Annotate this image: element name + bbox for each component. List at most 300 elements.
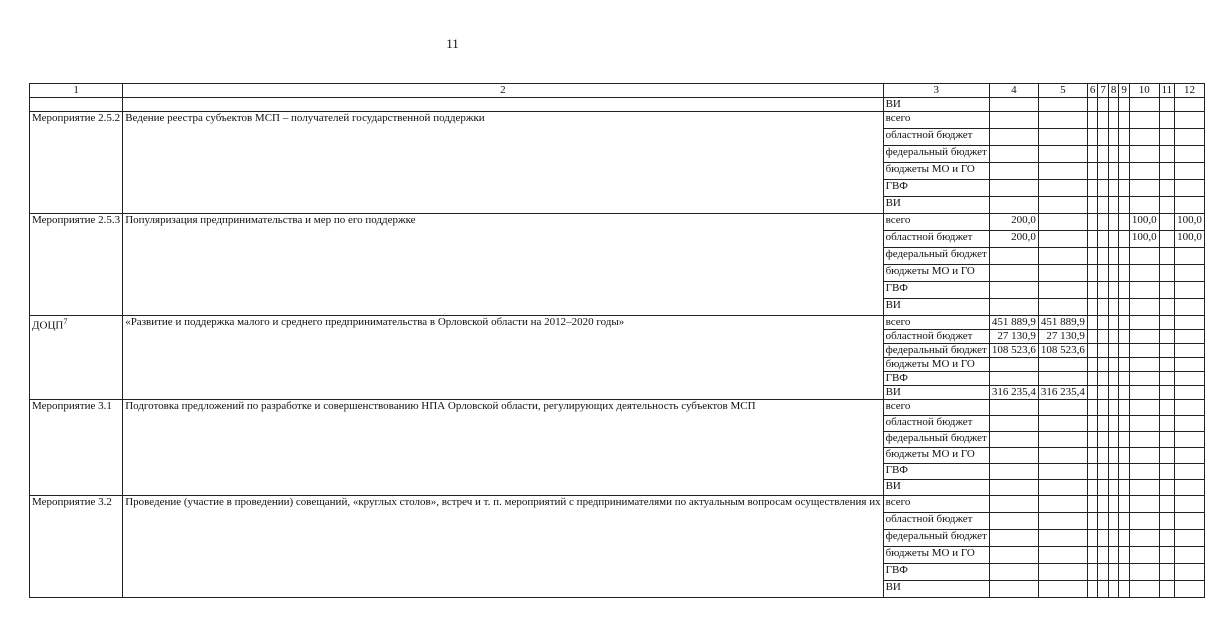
value-cell	[1175, 448, 1205, 464]
value-cell	[1159, 358, 1175, 372]
table-row	[30, 112, 1205, 129]
value-cell	[1087, 197, 1098, 214]
value-cell	[1038, 214, 1087, 231]
funding-source: бюджеты МО и ГО	[883, 265, 989, 282]
value-cell	[1119, 400, 1130, 416]
funding-source: ГВФ	[883, 564, 989, 581]
value-cell	[1175, 496, 1205, 513]
value-cell	[1087, 344, 1098, 358]
value-cell	[1129, 464, 1159, 480]
value-cell	[1175, 581, 1205, 598]
funding-source: всего	[883, 400, 989, 416]
continuation-row	[30, 98, 1205, 112]
value-cell	[1098, 564, 1109, 581]
funding-source: ВИ	[883, 197, 989, 214]
funding-source: бюджеты МО и ГО	[883, 547, 989, 564]
value-cell	[1108, 231, 1119, 248]
value-cell	[1087, 282, 1098, 299]
value-cell: 316 235,4	[1038, 386, 1087, 400]
value-cell	[1087, 231, 1098, 248]
value-cell	[1129, 330, 1159, 344]
value-cell	[1175, 530, 1205, 547]
value-cell	[1175, 163, 1205, 180]
value-cell	[1159, 129, 1175, 146]
measure-code	[30, 112, 123, 214]
measure-name: «Развитие и поддержка малого и среднего предпринимательства в Орловской области на 2012–2020 годы»	[123, 316, 883, 400]
value-cell	[989, 129, 1038, 146]
value-cell: 200,0	[989, 214, 1038, 231]
value-cell	[1108, 98, 1119, 112]
value-cell	[1175, 316, 1205, 330]
value-cell	[1087, 530, 1098, 547]
value-cell	[1108, 372, 1119, 386]
value-cell	[1119, 358, 1130, 372]
value-cell	[1175, 480, 1205, 496]
value-cell	[1119, 564, 1130, 581]
value-cell	[1087, 448, 1098, 464]
value-cell	[1098, 231, 1109, 248]
value-cell	[1038, 299, 1087, 316]
value-cell	[1119, 112, 1130, 129]
value-cell	[1119, 248, 1130, 265]
value-cell	[1129, 564, 1159, 581]
funding-source: бюджеты МО и ГО	[883, 448, 989, 464]
value-cell	[1175, 197, 1205, 214]
value-cell	[1098, 129, 1109, 146]
col-header: 12	[1175, 84, 1205, 98]
table-row	[30, 214, 1205, 231]
value-cell	[1159, 163, 1175, 180]
value-cell	[1108, 330, 1119, 344]
value-cell	[1098, 386, 1109, 400]
value-cell	[989, 112, 1038, 129]
col-header: 2	[123, 84, 883, 98]
measure-name: Подготовка предложений по разработке и совершенствованию НПА Орловской области, регулирующих деятельность субъектов МСП	[123, 400, 883, 496]
value-cell	[989, 197, 1038, 214]
value-cell	[1175, 547, 1205, 564]
value-cell	[1129, 197, 1159, 214]
funding-source: федеральный бюджет	[883, 146, 989, 163]
value-cell	[1038, 265, 1087, 282]
value-cell	[1038, 530, 1087, 547]
value-cell	[1175, 248, 1205, 265]
value-cell	[1087, 480, 1098, 496]
value-cell	[1108, 581, 1119, 598]
value-cell	[1159, 180, 1175, 197]
value-cell	[1038, 513, 1087, 530]
value-cell	[1119, 129, 1130, 146]
value-cell	[1129, 448, 1159, 464]
col-header: 7	[1098, 84, 1109, 98]
value-cell	[1087, 112, 1098, 129]
value-cell	[989, 530, 1038, 547]
value-cell	[1119, 330, 1130, 344]
measure-code	[30, 316, 123, 400]
funding-source: бюджеты МО и ГО	[883, 358, 989, 372]
value-cell	[1038, 416, 1087, 432]
value-cell	[1087, 581, 1098, 598]
value-cell	[1159, 432, 1175, 448]
value-cell	[1108, 316, 1119, 330]
value-cell	[1129, 358, 1159, 372]
value-cell	[1175, 416, 1205, 432]
funding-source: федеральный бюджет	[883, 248, 989, 265]
value-cell	[1119, 386, 1130, 400]
measure-code-text: Мероприятие 2.5.2	[32, 112, 121, 124]
table-row	[30, 400, 1205, 416]
funding-source: федеральный бюджет	[883, 344, 989, 358]
value-cell	[1087, 372, 1098, 386]
value-cell	[1038, 180, 1087, 197]
value-cell	[1098, 400, 1109, 416]
value-cell	[1098, 496, 1109, 513]
value-cell	[1108, 265, 1119, 282]
measure-name: Проведение (участие в проведении) совещаний, «круглых столов», встреч и т. п. мероприятий с предпринимателями по актуальным вопросам осуществления их	[123, 496, 883, 598]
value-cell	[1098, 146, 1109, 163]
value-cell	[1129, 480, 1159, 496]
value-cell	[1129, 282, 1159, 299]
value-cell	[1087, 163, 1098, 180]
col-header: 1	[30, 84, 123, 98]
value-cell	[1087, 564, 1098, 581]
value-cell	[989, 416, 1038, 432]
funding-source: ВИ	[883, 480, 989, 496]
value-cell	[1129, 344, 1159, 358]
value-cell	[1119, 265, 1130, 282]
value-cell	[1038, 400, 1087, 416]
value-cell	[1087, 98, 1098, 112]
value-cell	[1159, 316, 1175, 330]
value-cell	[1038, 112, 1087, 129]
budget-table	[29, 83, 1205, 598]
value-cell	[1098, 98, 1109, 112]
value-cell: 100,0	[1175, 214, 1205, 231]
value-cell	[1119, 214, 1130, 231]
funding-source: ГВФ	[883, 180, 989, 197]
value-cell	[989, 464, 1038, 480]
value-cell	[1098, 197, 1109, 214]
value-cell	[1038, 496, 1087, 513]
value-cell	[1175, 330, 1205, 344]
funding-source: всего	[883, 214, 989, 231]
value-cell	[1119, 581, 1130, 598]
value-cell	[1098, 581, 1109, 598]
value-cell	[1098, 330, 1109, 344]
funding-source: бюджеты МО и ГО	[883, 163, 989, 180]
measure-name: Популяризация предпринимательства и мер по его поддержке	[123, 214, 883, 316]
value-cell	[1038, 432, 1087, 448]
value-cell	[1175, 513, 1205, 530]
value-cell	[989, 581, 1038, 598]
value-cell	[1098, 372, 1109, 386]
header-row	[30, 84, 1205, 98]
funding-source: ВИ	[883, 299, 989, 316]
value-cell	[1159, 299, 1175, 316]
value-cell	[1119, 530, 1130, 547]
value-cell	[1119, 547, 1130, 564]
value-cell	[1175, 344, 1205, 358]
funding-source: ВИ	[883, 581, 989, 598]
value-cell	[989, 299, 1038, 316]
value-cell	[1108, 129, 1119, 146]
value-cell	[1098, 282, 1109, 299]
value-cell	[1175, 112, 1205, 129]
value-cell	[1038, 282, 1087, 299]
value-cell	[1108, 530, 1119, 547]
measure-code-text: Мероприятие 3.1	[32, 400, 112, 412]
value-cell	[1038, 248, 1087, 265]
value-cell	[1108, 513, 1119, 530]
value-cell	[989, 547, 1038, 564]
value-cell	[1159, 265, 1175, 282]
value-cell	[1159, 372, 1175, 386]
value-cell	[1038, 98, 1087, 112]
value-cell	[989, 98, 1038, 112]
value-cell	[1087, 400, 1098, 416]
value-cell	[1119, 146, 1130, 163]
measure-code-text: Мероприятие 3.2	[32, 496, 112, 508]
value-cell: 108 523,6	[1038, 344, 1087, 358]
col-header: 6	[1087, 84, 1098, 98]
value-cell	[1129, 432, 1159, 448]
value-cell	[1087, 496, 1098, 513]
name-cell	[123, 98, 883, 112]
value-cell	[1119, 299, 1130, 316]
value-cell	[1098, 112, 1109, 129]
value-cell	[1129, 129, 1159, 146]
value-cell	[1119, 464, 1130, 480]
value-cell: 100,0	[1175, 231, 1205, 248]
value-cell	[1159, 416, 1175, 432]
value-cell	[1087, 180, 1098, 197]
value-cell	[1159, 231, 1175, 248]
value-cell	[1098, 163, 1109, 180]
value-cell	[1038, 163, 1087, 180]
funding-source: областной бюджет	[883, 231, 989, 248]
value-cell: 100,0	[1129, 231, 1159, 248]
value-cell	[1098, 265, 1109, 282]
value-cell	[989, 448, 1038, 464]
value-cell	[1038, 146, 1087, 163]
value-cell	[1098, 530, 1109, 547]
value-cell	[1087, 358, 1098, 372]
value-cell	[1038, 231, 1087, 248]
value-cell	[1175, 282, 1205, 299]
measure-code-text: ДОЦП	[32, 319, 64, 332]
value-cell	[1087, 146, 1098, 163]
value-cell	[1119, 432, 1130, 448]
value-cell	[1175, 129, 1205, 146]
source-cell: ВИ	[883, 98, 989, 112]
value-cell	[1108, 358, 1119, 372]
value-cell	[1175, 464, 1205, 480]
value-cell	[1119, 513, 1130, 530]
value-cell	[1087, 513, 1098, 530]
value-cell	[1159, 330, 1175, 344]
measure-code	[30, 400, 123, 496]
value-cell	[1119, 282, 1130, 299]
value-cell	[1108, 282, 1119, 299]
value-cell	[1119, 344, 1130, 358]
value-cell	[1175, 180, 1205, 197]
measure-code	[30, 496, 123, 598]
value-cell	[1098, 448, 1109, 464]
value-cell	[1175, 432, 1205, 448]
value-cell	[1159, 480, 1175, 496]
value-cell	[1129, 248, 1159, 265]
value-cell	[1087, 432, 1098, 448]
funding-source: всего	[883, 112, 989, 129]
value-cell	[989, 180, 1038, 197]
col-header: 4	[989, 84, 1038, 98]
table-row	[30, 496, 1205, 513]
value-cell	[1038, 480, 1087, 496]
col-header: 5	[1038, 84, 1087, 98]
col-header: 8	[1108, 84, 1119, 98]
value-cell	[1098, 299, 1109, 316]
value-cell	[989, 513, 1038, 530]
value-cell	[1038, 197, 1087, 214]
value-cell	[1108, 180, 1119, 197]
value-cell	[1175, 564, 1205, 581]
value-cell	[1159, 448, 1175, 464]
value-cell	[1175, 265, 1205, 282]
value-cell	[1175, 372, 1205, 386]
value-cell: 108 523,6	[989, 344, 1038, 358]
value-cell	[1108, 386, 1119, 400]
funding-source: федеральный бюджет	[883, 432, 989, 448]
value-cell	[1175, 358, 1205, 372]
value-cell	[1087, 129, 1098, 146]
value-cell	[1038, 372, 1087, 386]
value-cell	[1159, 386, 1175, 400]
value-cell	[1159, 98, 1175, 112]
value-cell	[1098, 416, 1109, 432]
value-cell	[1038, 581, 1087, 598]
value-cell	[1108, 564, 1119, 581]
value-cell	[1098, 432, 1109, 448]
funding-source: областной бюджет	[883, 330, 989, 344]
table-row	[30, 316, 1205, 330]
value-cell	[1108, 344, 1119, 358]
value-cell	[1129, 98, 1159, 112]
value-cell	[1108, 432, 1119, 448]
value-cell	[1175, 299, 1205, 316]
value-cell	[1129, 386, 1159, 400]
value-cell	[1108, 448, 1119, 464]
value-cell	[1119, 496, 1130, 513]
value-cell: 100,0	[1129, 214, 1159, 231]
value-cell	[1129, 265, 1159, 282]
value-cell	[989, 480, 1038, 496]
value-cell	[1108, 163, 1119, 180]
value-cell	[1038, 448, 1087, 464]
value-cell	[1108, 214, 1119, 231]
value-cell	[1098, 316, 1109, 330]
value-cell	[1175, 98, 1205, 112]
value-cell	[1129, 163, 1159, 180]
measure-code-text: Мероприятие 2.5.3	[32, 214, 121, 226]
col-header: 3	[883, 84, 989, 98]
value-cell	[1129, 299, 1159, 316]
value-cell	[1108, 248, 1119, 265]
value-cell	[1159, 344, 1175, 358]
col-header: 10	[1129, 84, 1159, 98]
value-cell	[1108, 547, 1119, 564]
value-cell	[1098, 547, 1109, 564]
value-cell	[1098, 358, 1109, 372]
code-cell	[30, 98, 123, 112]
value-cell	[1087, 386, 1098, 400]
value-cell	[989, 265, 1038, 282]
value-cell	[1129, 372, 1159, 386]
funding-source: ВИ	[883, 386, 989, 400]
value-cell	[1159, 530, 1175, 547]
value-cell	[1108, 464, 1119, 480]
value-cell	[989, 432, 1038, 448]
value-cell	[989, 372, 1038, 386]
value-cell	[1119, 180, 1130, 197]
page-number: 11	[446, 36, 459, 51]
value-cell	[989, 248, 1038, 265]
funding-source: ГВФ	[883, 282, 989, 299]
funding-source: ГВФ	[883, 464, 989, 480]
value-cell	[1108, 400, 1119, 416]
value-cell	[1159, 513, 1175, 530]
value-cell	[1038, 358, 1087, 372]
value-cell: 316 235,4	[989, 386, 1038, 400]
value-cell	[1175, 146, 1205, 163]
value-cell	[1119, 231, 1130, 248]
value-cell	[1159, 197, 1175, 214]
value-cell	[1119, 416, 1130, 432]
value-cell	[1129, 416, 1159, 432]
value-cell	[1119, 197, 1130, 214]
funding-source: областной бюджет	[883, 129, 989, 146]
value-cell	[989, 358, 1038, 372]
col-header: 11	[1159, 84, 1175, 98]
value-cell	[1108, 496, 1119, 513]
value-cell	[1159, 248, 1175, 265]
value-cell	[1175, 400, 1205, 416]
value-cell	[1098, 214, 1109, 231]
value-cell	[1087, 214, 1098, 231]
value-cell	[1098, 248, 1109, 265]
value-cell	[1108, 299, 1119, 316]
funding-source: федеральный бюджет	[883, 530, 989, 547]
footnote-marker: 7	[63, 317, 68, 326]
value-cell	[1119, 372, 1130, 386]
value-cell	[1108, 146, 1119, 163]
value-cell	[1119, 98, 1130, 112]
value-cell	[1108, 416, 1119, 432]
value-cell	[1159, 581, 1175, 598]
funding-source: областной бюджет	[883, 513, 989, 530]
value-cell	[1129, 316, 1159, 330]
value-cell	[1159, 547, 1175, 564]
value-cell	[1175, 386, 1205, 400]
value-cell: 27 130,9	[1038, 330, 1087, 344]
value-cell	[1159, 112, 1175, 129]
value-cell	[1108, 112, 1119, 129]
value-cell	[1098, 180, 1109, 197]
value-cell	[1108, 480, 1119, 496]
value-cell	[1087, 248, 1098, 265]
value-cell	[989, 146, 1038, 163]
value-cell	[1038, 129, 1087, 146]
value-cell	[1038, 464, 1087, 480]
measure-name: Ведение реестра субъектов МСП – получателей государственной поддержки	[123, 112, 883, 214]
